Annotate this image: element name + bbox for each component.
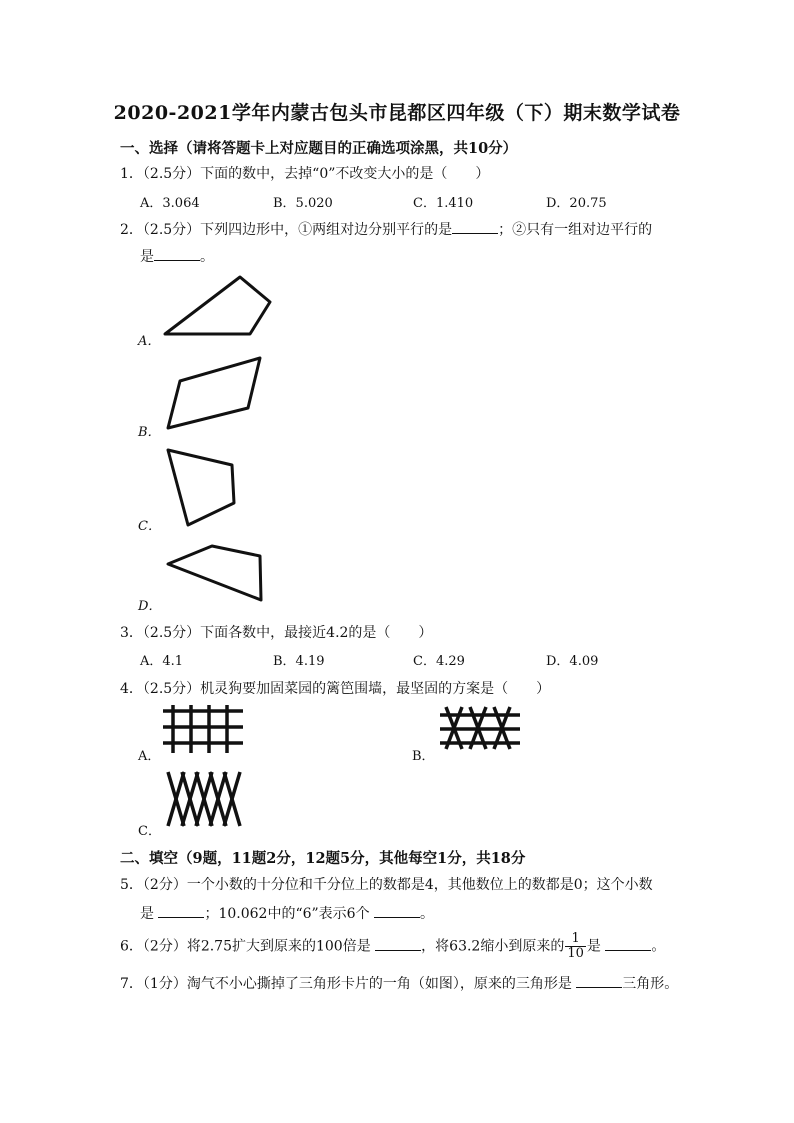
page-title: 2020-2021学年内蒙古包头市昆都区四年级（下）期末数学试卷 bbox=[113, 102, 681, 124]
fence-option-c-label[interactable]: C． bbox=[138, 824, 161, 839]
section-1-heading: 一、选择（请将答题卡上对应题目的正确选项涂黑，共10分） bbox=[120, 140, 518, 157]
question-2-text-part3: 是 bbox=[140, 249, 154, 265]
question-1-option-d[interactable]: D．20.75 bbox=[546, 196, 607, 211]
answer-blank[interactable] bbox=[605, 936, 651, 951]
question-3-stem: 3．（2.5分）下面各数中，最接近4.2的是（ ） bbox=[120, 625, 433, 641]
question-7-stem bbox=[120, 973, 678, 993]
question-2-stem-line2 bbox=[140, 246, 214, 266]
fence-grid-figure bbox=[163, 705, 243, 753]
question-1-option-c[interactable]: C．1.410 bbox=[413, 196, 474, 211]
question-2-stem bbox=[120, 219, 652, 239]
question-5-stem: 5．（2分）一个小数的十分位和千分位上的数都是4，其他数位上的数都是0；这个小数 bbox=[120, 877, 653, 893]
fence-cross-figure bbox=[166, 770, 242, 828]
question-6-stem bbox=[120, 932, 665, 961]
answer-blank[interactable] bbox=[154, 246, 200, 261]
fence-option-a-label[interactable]: A． bbox=[138, 749, 161, 764]
question-2-text-part2: ；②只有一组对边平行的 bbox=[498, 222, 653, 238]
question-3-option-a[interactable]: A．4.1 bbox=[140, 654, 184, 669]
question-1-stem: 1．（2.5分）下面的数中，去掉“0”不改变大小的是（ ） bbox=[120, 166, 490, 182]
question-6-text-part1: 6．（2分）将2.75扩大到原来的100倍是 bbox=[120, 938, 376, 955]
question-3-option-d[interactable]: D．4.09 bbox=[546, 654, 599, 669]
question-5-text-part3: 。 bbox=[420, 906, 435, 922]
answer-blank[interactable] bbox=[374, 903, 420, 918]
question-6-text-part3: 是 bbox=[586, 938, 606, 955]
answer-blank[interactable] bbox=[576, 973, 622, 988]
fence-mixed-figure bbox=[440, 705, 520, 751]
quadrilateral-a-figure bbox=[160, 272, 275, 342]
question-3-option-b[interactable]: B．4.19 bbox=[273, 654, 325, 669]
fraction-denominator: 10 bbox=[567, 946, 584, 961]
answer-blank[interactable] bbox=[375, 936, 421, 951]
question-6-text-part4: 。 bbox=[651, 938, 666, 955]
section-2-heading: 二、填空（9题，11题2分，12题5分，其他每空1分，共18分 bbox=[120, 850, 526, 867]
question-1-option-b[interactable]: B．5.020 bbox=[273, 196, 333, 211]
figure-c-label[interactable]: C． bbox=[138, 519, 161, 534]
question-7-text-part1: 7．（1分）淘气不小心撕掉了三角形卡片的一角（如图），原来的三角形是 bbox=[120, 976, 577, 992]
question-5-text-part1: 是 bbox=[140, 906, 159, 922]
quadrilateral-c-figure bbox=[160, 445, 245, 530]
fraction-one-tenth bbox=[565, 932, 586, 961]
figure-a-label[interactable]: A． bbox=[138, 334, 161, 349]
fraction-numerator: 1 bbox=[565, 932, 586, 947]
question-5-text-part2: ；10.062中的“6”表示6个 bbox=[204, 906, 375, 922]
question-4-stem: 4．（2.5分）机灵狗要加固菜园的篱笆围墙，最坚固的方案是（ ） bbox=[120, 681, 551, 697]
answer-blank[interactable] bbox=[452, 219, 498, 234]
question-6-text-part2: ，将63.2缩小到原来的 bbox=[421, 938, 565, 955]
question-5-stem-line2 bbox=[140, 903, 434, 923]
figure-b-label[interactable]: B． bbox=[138, 425, 161, 440]
fence-option-b-label[interactable]: B． bbox=[412, 749, 435, 764]
question-1-option-a[interactable]: A．3.064 bbox=[140, 196, 200, 211]
question-3-option-c[interactable]: C．4.29 bbox=[413, 654, 465, 669]
answer-blank[interactable] bbox=[158, 903, 204, 918]
question-7-text-part2: 三角形。 bbox=[622, 976, 679, 992]
question-2-text-part4: 。 bbox=[200, 249, 214, 265]
quadrilateral-d-figure bbox=[160, 540, 270, 605]
quadrilateral-b-figure bbox=[160, 353, 270, 433]
figure-d-label[interactable]: D． bbox=[138, 599, 162, 614]
question-2-text-part1: 2．（2.5分）下列四边形中，①两组对边分别平行的是 bbox=[120, 222, 453, 238]
